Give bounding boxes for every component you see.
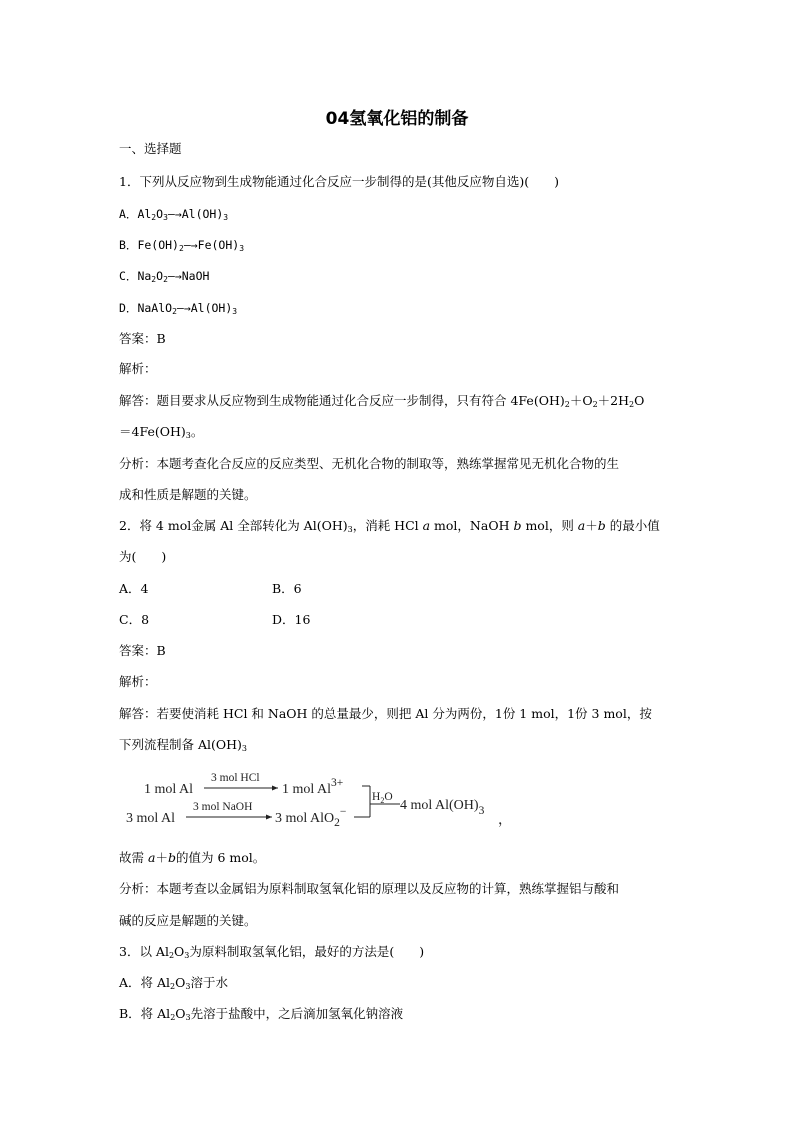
q1-option-a: A．$Al_2O_3—\to Al(OH)_3$	[119, 207, 229, 222]
q2-answer: 答案：B	[119, 643, 166, 658]
q1-solution-line1: 解答：题目要求从反应物到生成物能通过化合反应一步制得，只有符合 $4Fe(OH)_2+O_2+2H_2O$	[119, 393, 645, 409]
scheme-row1-reagent: 3 mol HCl	[211, 772, 260, 784]
section-heading: 一、选择题	[119, 141, 182, 156]
q1-solution-line2: $=4Fe(OH)_3$。	[119, 424, 204, 440]
q3-stem: 3．以 $Al_2O_3$为原料制取氢氧化铝，最好的方法是( )	[119, 944, 425, 960]
scheme-row1-reactant: 1 mol Al	[144, 782, 194, 797]
q1-option-d: D．$NaAlO_2—\to Al(OH)_3$	[119, 301, 238, 316]
q2-stem-line1: 2．将 4 mol金属 Al 全部转化为 $Al(OH)_3$，消耗 HCl a mol，NaOH b mol，则 a＋b 的最小值	[119, 518, 660, 534]
q2-option-b: B．6	[272, 581, 302, 596]
scheme-final-product: 4 mol $Al(OH)_3$	[400, 798, 485, 817]
q2-comment-line1: 分析：本题考查以金属铝为原料制取氢氧化铝的原理以及反应物的计算，熟练掌握铝与酸和	[119, 881, 620, 896]
q2-option-c: C．8	[119, 612, 150, 627]
scheme-combine-reagent: $H_2O$	[372, 791, 393, 805]
q1-stem: 1．下列从反应物到生成物能通过化合反应一步制得的是(其他反应物自选)( )	[119, 174, 559, 189]
scheme-row2-reactant: 3 mol Al	[126, 811, 176, 826]
q2-conclusion: 故需 a＋b的值为 6 mol。	[119, 850, 266, 865]
q1-option-b: B．$Fe(OH)_2—\to Fe(OH)_3$	[119, 238, 245, 253]
scheme-row1-arrowhead	[272, 786, 278, 791]
scheme-trailing-comma: ，	[498, 813, 512, 828]
q3-option-a: A．将 $Al_2O_3$溶于水	[119, 975, 228, 991]
q2-solution-line1: 解答：若要使消耗 HCl 和 NaOH 的总量最少，则把 Al 分为两份，1份 1 mol，1份 3 mol，按	[119, 706, 652, 721]
scheme-row2-arrowhead	[266, 815, 272, 820]
q2-option-a: A．4	[119, 581, 149, 596]
reaction-scheme	[118, 762, 518, 832]
q3-option-b: B．将 $Al_2O_3$先溶于盐酸中，之后滴加氢氧化钠溶液	[119, 1006, 404, 1022]
scheme-row1-product: 1 mol $Al^{3+}$	[282, 777, 344, 797]
q1-comment-line1: 分析：本题考查化合反应的反应类型、无机化合物的制取等，熟练掌握常见无机化合物的生	[119, 456, 620, 471]
q2-comment-line2: 碱的反应是解题的关键。	[119, 913, 257, 928]
q2-analysis-label: 解析：	[119, 674, 157, 689]
q2-stem-line2: 为( )	[119, 549, 167, 564]
q1-analysis-label: 解析：	[119, 361, 157, 376]
q1-option-c: C．$Na_2O_2—\to NaOH$	[119, 269, 210, 284]
q2-solution-line2: 下列流程制备 $Al(OH)_3$	[119, 737, 247, 753]
scheme-row2-product: 3 mol AlO$_2$−	[275, 806, 347, 829]
scheme-row2-reagent: 3 mol NaOH	[193, 801, 253, 813]
q1-comment-line2: 成和性质是解题的关键。	[119, 487, 257, 502]
page-title: 04氢氧化铝的制备	[325, 109, 469, 129]
q1-answer: 答案：B	[119, 331, 166, 346]
q2-option-d: D．16	[272, 612, 311, 627]
